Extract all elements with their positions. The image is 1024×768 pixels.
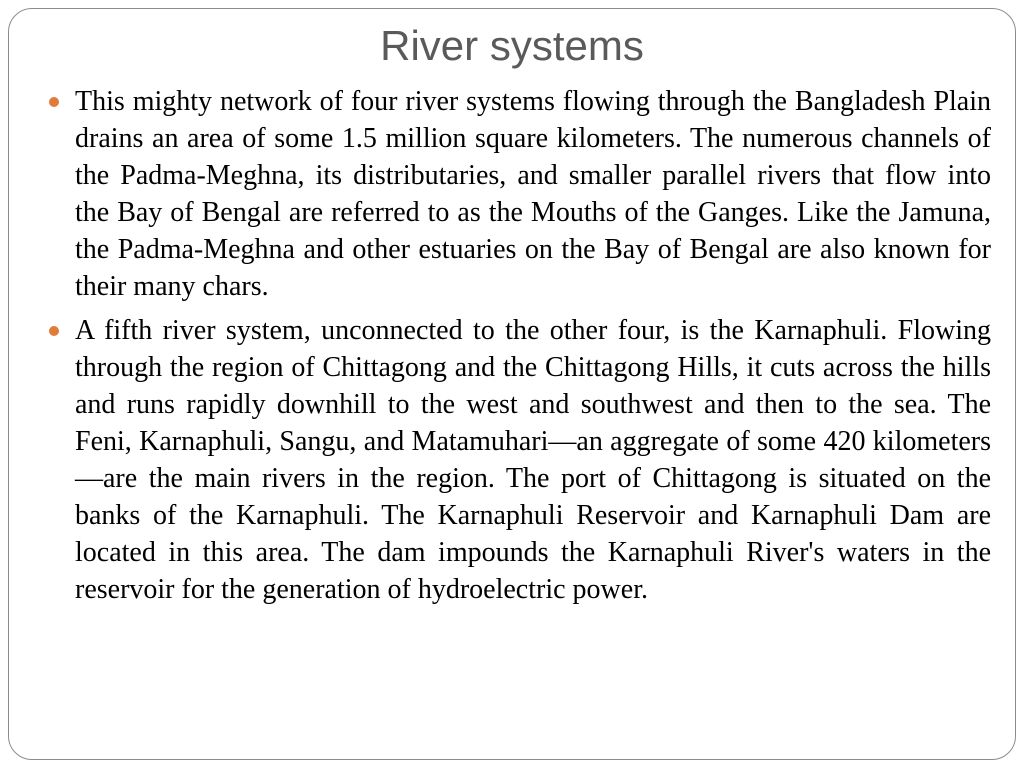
bullet-item bbox=[75, 312, 991, 608]
slide-title: River systems bbox=[380, 22, 644, 69]
bullet-dot-icon bbox=[49, 97, 59, 107]
bullet-dot-icon bbox=[49, 326, 59, 336]
bullet-list bbox=[75, 83, 991, 615]
bullet-item bbox=[75, 83, 991, 305]
bullet-text: A fifth river system, unconnected to the other four, is the Karnaphuli. Flowing through the region of Chittagong and the Chittagong Hills, it cuts across the hills and runs rapidly downhill to the west and southwest and then to the sea. The Feni, Karnaphuli, Sangu, and Matamuhari—an aggregate of some 420 kilometers—are the main rivers in the region. The port of Chittagong is situated on the banks of the Karnaphuli. The Karnaphuli Reservoir and Karnaphuli Dam are located in this area. The dam impounds the Karnaphuli River's waters in the reservoir for the generation of hydroelectric power. bbox=[75, 315, 991, 605]
slide-frame bbox=[8, 8, 1016, 760]
bullet-text: This mighty network of four river systems flowing through the Bangladesh Plain drains an area of some 1.5 million square kilometers. The numerous channels of the Padma-Meghna, its distributaries, and smaller parallel rivers that flow into the Bay of Bengal are referred to as the Mouths of the Ganges. Like the Jamuna, the Padma-Meghna and other estuaries on the Bay of Bengal are also known for their many chars. bbox=[75, 86, 991, 302]
